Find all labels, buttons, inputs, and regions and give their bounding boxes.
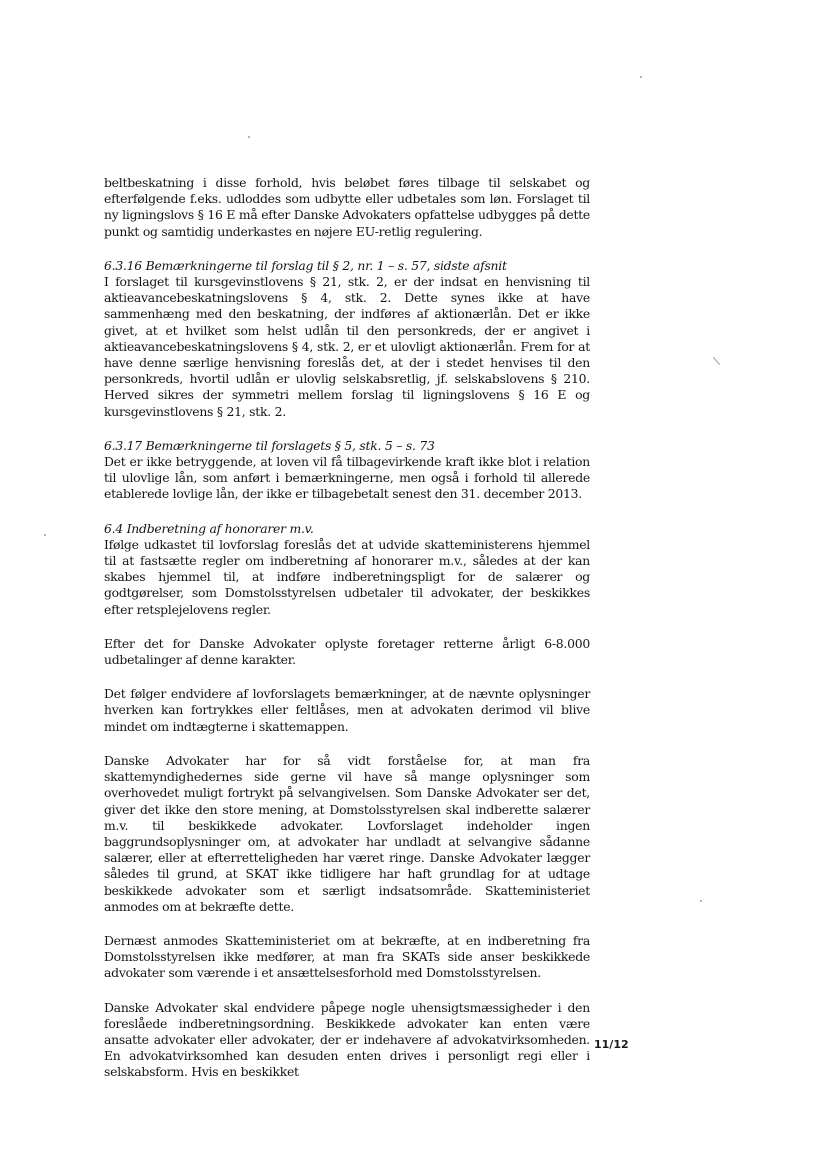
section-heading: 6.3.16 Bemærkningerne til forslag til § 2, nr. 1 – s. 57, sidste afsnit (104, 257, 507, 273)
paragraph-text: Danske Advokater har for så vidt forståelse for, at man fra skattemyndighedernes side gerne vil have så mange oplysninger som overhovedet muligt fortrykt på selvangivelsen. Som Danske Advokater ser det, giver det ikke den store mening, at Domstolsstyrelsen skal indberette salærer m.v. til beskikkede advokater. Lovforslaget indeholder ingen baggrundsoplysninger om, at advokater har undladt at selvangive sådanne salærer, eller at efterretteligheden har været ringe. Danske Advokater lægger således til grund, at SKAT ikke tidligere har haft grundlag for at udtage beskikkede advokater som et særligt indsatsområde. Skatteministeriet anmodes om at bekræfte dette. (104, 752, 590, 914)
paragraph-text: Det er ikke betryggende, at loven vil få tilbagevirkende kraft ikke blot i relation til ulovlige lån, som anført i bemærkningerne, men også i forhold til allerede etablerede lovlige lån, der ikke er tilbagebetalt senest den 31. december 2013. (104, 454, 590, 502)
scan-speck (700, 900, 702, 902)
paragraph-reporting-scheme (104, 1000, 590, 1081)
section-6-3-17 (104, 438, 590, 503)
text-column (104, 175, 590, 1099)
paragraph-understanding (104, 753, 590, 915)
paragraph-text: Danske Advokater skal endvidere påpege nogle uhensigtsmæssigheder i den foreslåede indberetningsordning. Beskikkede advokater kan enten være ansatte advokater eller advokater, der er indehavere af advokatvirksomheden. En advokatvirksomhed kan desuden enten drives i personligt regi eller i selskabsform. Hvis en beskikket (104, 999, 590, 1080)
paragraph-text: Dernæst anmodes Skatteministeriet om at bekræfte, at en indberetning fra Domstolsstyrelsen ikke medfører, at man fra SKATs side anser beskikkede advokater som værende i et ansættelsesforhold med Domstolsstyrelsen. (104, 932, 590, 981)
paragraph-text: Det følger endvidere af lovforslagets bemærkninger, at de nævnte oplysninger hverken kan fortrykkes eller feltlåses, men at advokaten derimod vil blive mindet om indtægterne i skattemappen. (104, 686, 590, 734)
paragraph-text: Efter det for Danske Advokater oplyste foretager retterne årligt 6-8.000 udbetalinger af denne karakter. (104, 635, 590, 668)
paragraph-employment (104, 933, 590, 982)
section-heading: 6.4 Indberetning af honorarer m.v. (104, 520, 314, 536)
paragraph-text: Ifølge udkastet til lovforslag foreslås det at udvide skatteministerens hjemmel til at fastsætte regler om indberetning af honorarer m.v., således at der kan skabes hjemmel til, at indføre indberetningspligt for de salærer og godtgørelser, som Domstolsstyrelsen udbetaler til advokater, der beskikkes efter retsplejelovens regler. (104, 536, 590, 617)
scan-speck (640, 76, 642, 78)
scan-speck (44, 534, 46, 536)
paragraph-payments (104, 636, 590, 668)
scan-speck (713, 357, 720, 365)
scan-speck (248, 136, 250, 138)
paragraph-text: beltbeskatning i disse forhold, hvis beløbet føres tilbage til selskabet og efterfølgende f.eks. udloddes som udbytte eller udbetales som løn. Forslaget til ny ligningslovs § 16 E må efter Danske Advokaters opfattelse udbygges på dette punkt og samtidig underkastes en nøjere EU-retlig regulering. (104, 175, 590, 239)
paragraph-intro (104, 175, 590, 240)
paragraph-tax-folder (104, 686, 590, 735)
section-heading: 6.3.17 Bemærkningerne til forslagets § 5, stk. 5 – s. 73 (104, 437, 435, 453)
section-6-4 (104, 521, 590, 618)
section-6-3-16 (104, 258, 590, 420)
paragraph-text: I forslaget til kursgevinstlovens § 21, stk. 2, er der indsat en henvisning til aktieavancebeskatningslovens § 4, stk. 2. Dette synes ikke at have sammenhæng med den beskatning, der indføres af aktionærlån. Det er ikke givet, at et hvilket som helst udlån til den personkreds, der er angivet i aktieavancebeskatningslovens § 4, stk. 2, er et ulovligt aktionærlån. Frem for at have denne særlige henvisning foreslås det, at der i stedet henvises til den personkreds, hvortil udlån er ulovlig selskabsretlig, jf. selskabslovens § 210. Herved sikres der symmetri mellem forslag til ligningslovens § 16 E og kursgevinstlovens § 21, stk. 2. (104, 274, 590, 419)
page-number: 11/12 (594, 1038, 629, 1051)
